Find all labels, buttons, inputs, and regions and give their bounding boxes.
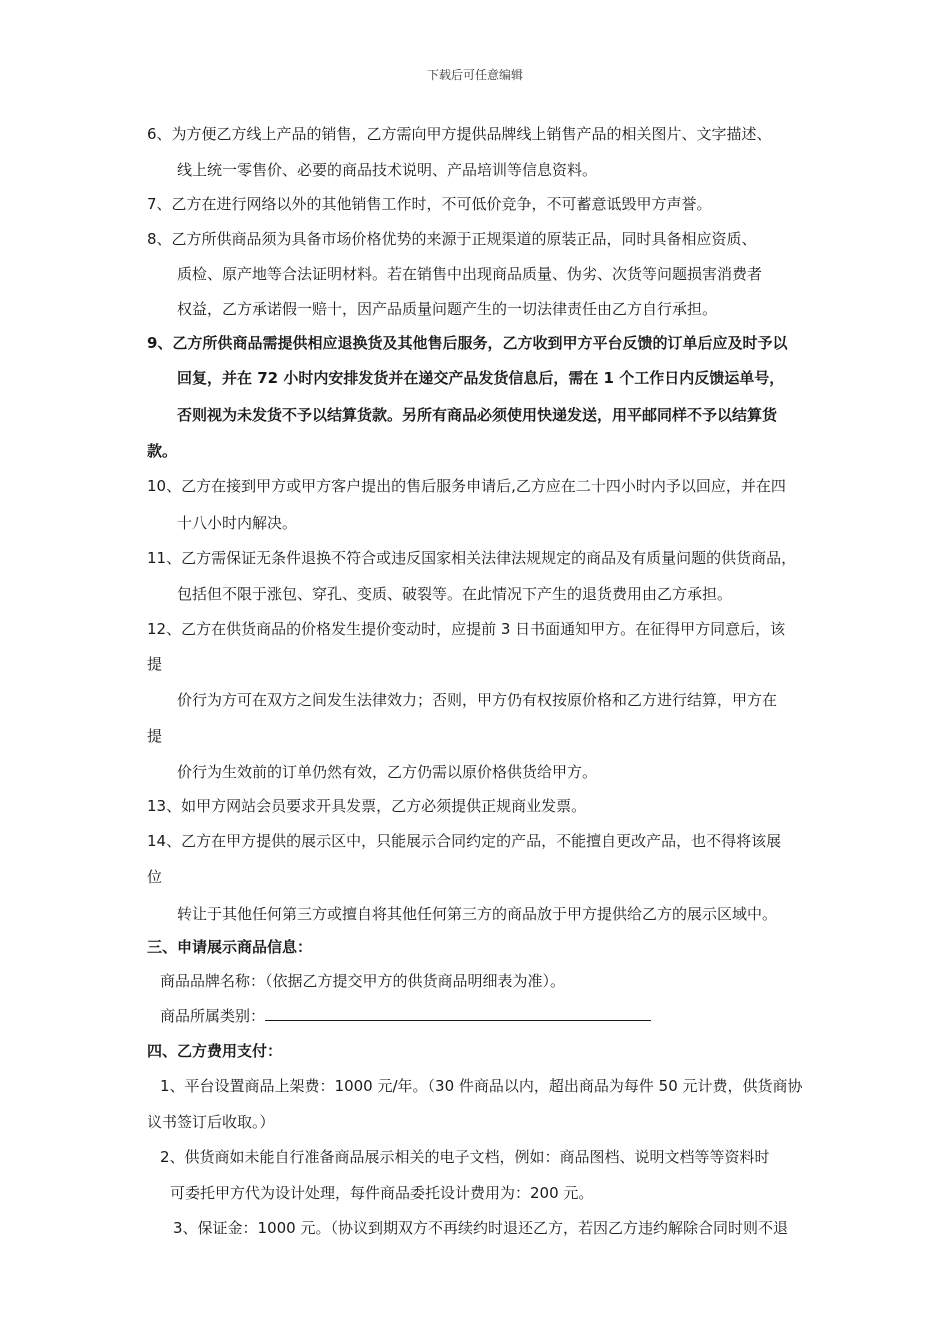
clause-9-line-2: 回复，并在 72 小时内安排发货并在递交产品发货信息后，需在 1 个工作日内反馈运单号， xyxy=(177,369,785,387)
fee-1-line-1: 1、平台设置商品上架费：1000 元/年。（30 件商品以内，超出商品为每件 50 元计费，供货商协 xyxy=(160,1077,803,1095)
clause-11-line-1: 11、乙方需保证无条件退换不符合或违反国家相关法律法规规定的商品及有质量问题的供货商品， xyxy=(147,549,797,567)
clause-14-line-2: 位 xyxy=(147,868,163,886)
clause-6-line-2: 线上统一零售价、必要的商品技术说明、产品培训等信息资料。 xyxy=(177,161,598,179)
clause-8-line-1: 8、乙方所供商品须为具备市场价格优势的来源于正规渠道的原装正品，同时具备相应资质、 xyxy=(147,230,757,248)
clause-14-line-1: 14、乙方在甲方提供的展示区中，只能展示合同约定的产品，不能擅自更改产品，也不得将该展 xyxy=(147,832,782,850)
fee-1-line-2: 议书签订后收取。） xyxy=(147,1113,275,1131)
clause-12-line-1: 12、乙方在供货商品的价格发生提价变动时，应提前 3 日书面通知甲方。在征得甲方同意后，该 xyxy=(147,620,786,638)
clause-10-line-1: 10、乙方在接到甲方或甲方客户提出的售后服务申请后,乙方应在二十四小时内予以回应，并在四 xyxy=(147,477,786,495)
clause-8-line-3: 权益，乙方承诺假一赔十，因产品质量问题产生的一切法律责任由乙方自行承担。 xyxy=(177,300,718,318)
clause-9-line-1: 9、乙方所供商品需提供相应退换货及其他售后服务，乙方收到甲方平台反馈的订单后应及时予以 xyxy=(147,334,788,352)
clause-12-line-4: 提 xyxy=(147,727,163,745)
clause-6-line-1: 6、为方便乙方线上产品的销售，乙方需向甲方提供品牌线上销售产品的相关图片、文字描述、 xyxy=(147,125,772,143)
fee-2-line-2: 可委托甲方代为设计处理，每件商品委托设计费用为：200 元。 xyxy=(170,1184,594,1202)
category-line xyxy=(160,1005,651,1026)
clause-11-line-2: 包括但不限于涨包、穿孔、变质、破裂等。在此情况下产生的退货费用由乙方承担。 xyxy=(177,585,733,603)
clause-12-line-2: 提 xyxy=(147,655,163,673)
clause-13-line-1: 13、如甲方网站会员要求开具发票，乙方必须提供正规商业发票。 xyxy=(147,797,587,815)
clause-9-line-3: 否则视为未发货不予以结算货款。另所有商品必须使用快递发送，用平邮同样不予以结算货 xyxy=(177,406,778,424)
clause-8-line-2: 质检、原产地等合法证明材料。若在销售中出现商品质量、伪劣、次货等问题损害消费者 xyxy=(177,265,763,283)
section-3-heading: 三、申请展示商品信息： xyxy=(147,938,313,956)
fee-2-line-1: 2、供货商如未能自行准备商品展示相关的电子文档，例如：商品图档、说明文档等等资料时 xyxy=(160,1148,770,1166)
clause-12-line-5: 价行为生效前的订单仍然有效，乙方仍需以原价格供货给甲方。 xyxy=(177,763,598,781)
section-4-heading: 四、乙方费用支付： xyxy=(147,1042,283,1060)
fee-3-line-1: 3、保证金：1000 元。（协议到期双方不再续约时退还乙方，若因乙方违约解除合同时则不退 xyxy=(173,1219,788,1237)
clause-12-line-3: 价行为方可在双方之间发生法律效力；否则，甲方仍有权按原价格和乙方进行结算，甲方在 xyxy=(177,691,778,709)
category-label: 商品所属类别： xyxy=(160,1007,266,1025)
clause-10-line-2: 十八小时内解决。 xyxy=(177,514,298,532)
clause-7-line-1: 7、乙方在进行网络以外的其他销售工作时，不可低价竞争，不可蓄意诋毁甲方声誉。 xyxy=(147,195,712,213)
clause-9-line-4: 款。 xyxy=(147,442,178,460)
clause-14-line-3: 转让于其他任何第三方或擅自将其他任何第三方的商品放于甲方提供给乙方的展示区域中。 xyxy=(177,905,778,923)
page-header: 下载后可任意编辑 xyxy=(426,68,523,82)
category-blank xyxy=(265,1005,651,1021)
brand-name-line: 商品品牌名称：（依据乙方提交甲方的供货商品明细表为准）。 xyxy=(160,972,566,990)
